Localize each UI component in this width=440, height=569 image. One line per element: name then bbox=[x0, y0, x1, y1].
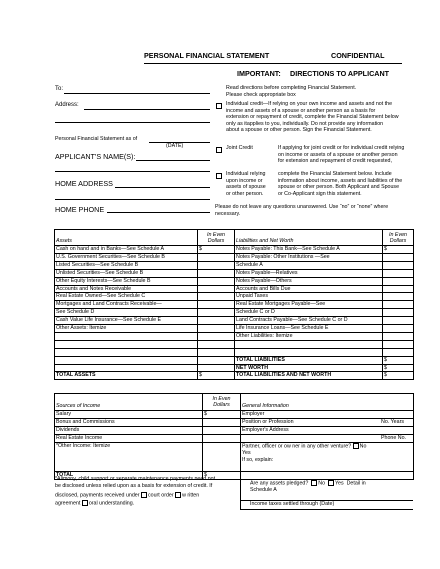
partner-yes-label: Yes bbox=[242, 449, 251, 456]
home-address-field[interactable] bbox=[115, 187, 210, 188]
asset-value[interactable] bbox=[198, 277, 235, 285]
liab-dollars-header bbox=[383, 230, 414, 246]
dividends-label: Dividends bbox=[55, 426, 203, 434]
applicants-label: APPLICANT'S NAME(S): bbox=[55, 152, 136, 161]
oral-label: oral understanding. bbox=[88, 500, 135, 507]
asset-value[interactable] bbox=[198, 269, 235, 277]
table-row bbox=[55, 364, 414, 372]
relying-line: or other person. bbox=[226, 190, 264, 197]
schedule-a-label: Schedule A bbox=[250, 487, 277, 493]
liabilities-header: Liabilities and Net Worth bbox=[235, 230, 383, 246]
liability-value[interactable] bbox=[383, 309, 414, 317]
liability-label: Notes Payable—Others bbox=[235, 277, 383, 285]
relying-line: Individual relying bbox=[226, 171, 266, 177]
dollars: Dollars bbox=[213, 402, 230, 408]
position-label: Position or Profession bbox=[242, 418, 294, 425]
liability-value[interactable] bbox=[383, 340, 414, 348]
written-checkbox[interactable] bbox=[175, 492, 181, 498]
asset-label: Other Assets: Itemize bbox=[55, 325, 198, 333]
liability-label: Accounts and Bills Due bbox=[235, 285, 383, 293]
pledged-label: Are any assets pledged? bbox=[250, 480, 309, 487]
table-row bbox=[55, 426, 414, 434]
to-label: To: bbox=[55, 86, 64, 92]
table-row bbox=[55, 332, 414, 340]
liability-value[interactable] bbox=[383, 285, 414, 293]
other-income-label: *Other Income: Itemize bbox=[55, 442, 203, 471]
address-field-2[interactable] bbox=[55, 122, 210, 123]
table-row bbox=[55, 277, 414, 285]
asset-label: Cash on hand and in Banks—See Schedule A bbox=[55, 246, 198, 254]
relying-text-line: spouse or other person. Both Applicant and Spouse bbox=[278, 184, 400, 191]
liability-label: Schedule C or D bbox=[235, 309, 383, 317]
relying-line: upon income or bbox=[226, 177, 263, 184]
total-liabilities-label: TOTAL LIABILITIES bbox=[235, 356, 383, 364]
table-row bbox=[55, 418, 414, 426]
table-row bbox=[55, 372, 414, 380]
if-so-label: If so, explain: bbox=[242, 456, 274, 463]
liability-value[interactable] bbox=[383, 293, 414, 301]
asset-value[interactable] bbox=[198, 332, 235, 340]
no-years-label: No. Years bbox=[381, 418, 404, 425]
asset-value[interactable] bbox=[198, 325, 235, 333]
individual-credit-text bbox=[226, 101, 426, 134]
asset-label bbox=[55, 340, 198, 348]
asset-value[interactable] bbox=[198, 261, 235, 269]
home-phone-field[interactable] bbox=[107, 212, 210, 213]
liability-value[interactable] bbox=[383, 253, 414, 261]
asset-label: Unlisted Securities—See Schedule B bbox=[55, 269, 198, 277]
salary-value[interactable]: $ bbox=[203, 411, 241, 419]
table-row bbox=[55, 317, 414, 325]
relying-label bbox=[226, 171, 266, 197]
relying-text bbox=[278, 171, 428, 197]
relying-text-line: complete the Financial Statement below. Include bbox=[278, 171, 392, 177]
liability-value[interactable]: $ bbox=[383, 246, 414, 254]
dollars: Dollars bbox=[389, 237, 407, 244]
table-row bbox=[55, 348, 414, 356]
employer-field[interactable]: Employer bbox=[241, 411, 414, 419]
income-taxes-label: Income taxes settled through (Date) bbox=[250, 501, 335, 507]
asset-value[interactable]: $ bbox=[198, 246, 235, 254]
address-field[interactable] bbox=[84, 109, 210, 110]
court-order-checkbox[interactable] bbox=[141, 492, 147, 498]
joint-line: If applying for joint credit or for individual credit relying bbox=[278, 145, 405, 151]
asset-label bbox=[55, 332, 198, 340]
joint-line: for extension and repayment of credit requested, bbox=[278, 158, 392, 165]
sources-header: Sources of Income bbox=[55, 394, 203, 411]
assets-header: Assets bbox=[55, 230, 198, 246]
in-even: In Even bbox=[389, 231, 407, 238]
table-row bbox=[55, 309, 414, 317]
home-phone-label: HOME PHONE bbox=[55, 205, 105, 214]
liability-label: Schedule A bbox=[235, 261, 383, 269]
liability-label: Land Contracts Payable—See Schedule C or D bbox=[235, 317, 383, 325]
date-caption: (DATE) bbox=[166, 143, 184, 149]
income-total-label: TOTAL bbox=[55, 471, 203, 479]
asset-label bbox=[55, 348, 198, 356]
header-rule bbox=[144, 63, 402, 64]
income-dollars-header bbox=[203, 394, 241, 411]
oral-checkbox[interactable] bbox=[82, 500, 88, 506]
liability-label: Notes Payable—Relatives bbox=[235, 269, 383, 277]
table-row bbox=[55, 434, 414, 442]
total-liab-nw-label: TOTAL LIABILITIES AND NET WORTH bbox=[235, 372, 383, 380]
relying-text-line: information about income, assets and liabilities of the bbox=[278, 177, 403, 184]
to-field[interactable] bbox=[64, 93, 210, 94]
liability-value[interactable] bbox=[383, 317, 414, 325]
form-title: PERSONAL FINANCIAL STATEMENT bbox=[144, 51, 270, 60]
phone-field[interactable] bbox=[241, 434, 414, 442]
asset-value[interactable] bbox=[198, 364, 235, 372]
table-row bbox=[55, 340, 414, 348]
alimony-note bbox=[55, 476, 240, 489]
income-table bbox=[54, 393, 414, 480]
assets-dollars-header bbox=[198, 230, 235, 246]
table-row bbox=[55, 411, 414, 419]
assets-liabilities-table bbox=[54, 229, 414, 380]
agreement-label: agreement bbox=[55, 500, 81, 507]
liability-value[interactable] bbox=[383, 348, 414, 356]
table-row bbox=[55, 285, 414, 293]
ind-credit-line: Individual credit—If relying on your own income and assets and not the bbox=[226, 101, 393, 107]
liability-label bbox=[235, 340, 383, 348]
asset-value[interactable] bbox=[198, 340, 235, 348]
joint-credit-label: Joint Credit bbox=[226, 145, 253, 151]
joint-line: on income or assets of a spouse or another person bbox=[278, 151, 398, 158]
asset-label: Listed Securities—See Schedule B bbox=[55, 261, 198, 269]
asset-label: U.S. Government Securities—See Schedule B bbox=[55, 253, 198, 261]
table-row bbox=[55, 356, 414, 364]
pledged-no-checkbox[interactable] bbox=[311, 480, 317, 486]
partner-field bbox=[241, 442, 414, 471]
directions-intro bbox=[226, 85, 426, 98]
note-line: Please do not leave any questions unanswered. Use “no” or “none” where bbox=[215, 204, 389, 210]
bonus-value[interactable] bbox=[203, 418, 241, 426]
intro-line-2: Please check appropriate box bbox=[226, 91, 296, 98]
asset-value[interactable] bbox=[198, 317, 235, 325]
alimony-line: be disclosed unless relied upon as a basis for extension of credit. If bbox=[55, 482, 213, 489]
pledged-yes-label: Yes bbox=[335, 480, 344, 487]
asset-value[interactable] bbox=[198, 356, 235, 364]
liability-value[interactable] bbox=[383, 269, 414, 277]
note-line: necessary. bbox=[215, 210, 241, 217]
real-estate-income-label: Real Estate Income bbox=[55, 434, 203, 442]
individual-relying-checkbox[interactable] bbox=[216, 173, 222, 179]
employer-address-field[interactable]: Employer's Address bbox=[241, 426, 414, 434]
applicants-field-2[interactable] bbox=[55, 171, 210, 172]
applicants-field[interactable] bbox=[136, 160, 210, 161]
detail-label: Detail in bbox=[346, 480, 366, 487]
liability-label: Real Estate Mortgages Payable—See bbox=[235, 301, 383, 309]
joint-credit-checkbox[interactable] bbox=[216, 147, 222, 153]
alimony-line: disclosed, payments received under bbox=[55, 492, 140, 499]
partner-no-checkbox[interactable] bbox=[353, 443, 359, 449]
income-total-value[interactable]: $ bbox=[203, 471, 241, 479]
asset-label bbox=[55, 364, 198, 372]
joint-credit-text bbox=[278, 145, 428, 165]
in-even: In Even bbox=[212, 396, 231, 402]
asset-value[interactable] bbox=[198, 348, 235, 356]
table-row bbox=[55, 253, 414, 261]
dollars: Dollars bbox=[207, 237, 225, 244]
bonus-label: Bonus and Commissions bbox=[55, 418, 203, 426]
asset-label: Mortgages and Land Contracts Receivable— bbox=[55, 301, 198, 309]
table-row bbox=[55, 325, 414, 333]
partner-question: Partner, officer or ow ner in any other venture? bbox=[242, 443, 352, 450]
relying-line: assets of spouse bbox=[226, 184, 266, 191]
asset-label: Real Estate Owned—See Schedule C bbox=[55, 293, 198, 301]
home-address-label: HOME ADDRESS bbox=[55, 179, 113, 188]
home-address-field-2[interactable] bbox=[55, 199, 210, 200]
asset-label: Cash Value Life Insurance—See Schedule E bbox=[55, 317, 198, 325]
in-even: In Even bbox=[207, 231, 225, 238]
table-row bbox=[55, 269, 414, 277]
important-label: IMPORTANT: bbox=[237, 69, 281, 78]
asset-value[interactable] bbox=[198, 285, 235, 293]
ind-credit-line: only as itapplies to you, individually. Do not provide any information bbox=[226, 120, 384, 127]
total-assets-value[interactable]: $ bbox=[198, 372, 235, 380]
liability-value[interactable] bbox=[383, 301, 414, 309]
blank-cell bbox=[241, 471, 414, 479]
general-header: General Information bbox=[241, 394, 414, 411]
asset-value[interactable] bbox=[198, 293, 235, 301]
ind-credit-line: income and assets of a spouse or another person as a basis for bbox=[226, 107, 376, 114]
pledged-yes-checkbox[interactable] bbox=[328, 480, 334, 486]
asset-label: Accounts and Notes Receivable bbox=[55, 285, 198, 293]
address-label: Address: bbox=[55, 102, 79, 108]
phone-no-label: Phone No. bbox=[380, 434, 406, 441]
asset-value[interactable] bbox=[198, 301, 235, 309]
liability-value[interactable] bbox=[383, 332, 414, 340]
net-worth-value[interactable]: $ bbox=[383, 364, 414, 372]
ind-credit-line: about a spouse or other person. Sign the Financial Statement. bbox=[226, 127, 372, 134]
alimony-options bbox=[55, 492, 240, 499]
liability-value[interactable] bbox=[383, 277, 414, 285]
court-order-label: court order bbox=[148, 492, 174, 499]
pledged-no-label: No bbox=[318, 480, 326, 487]
alimony-line: *Alimony, child support or separate maintenance payments need not bbox=[55, 476, 216, 482]
total-assets-label: TOTAL ASSETS bbox=[55, 372, 198, 380]
liability-label: Notes Payable: This Bank—See Schedule A bbox=[235, 246, 383, 254]
net-worth-label: NET WORTH bbox=[235, 364, 383, 372]
alimony-options-2 bbox=[55, 500, 134, 507]
liability-label: Unpaid Taxes bbox=[235, 293, 383, 301]
asset-value[interactable] bbox=[198, 309, 235, 317]
written-label: w ritten bbox=[182, 492, 200, 499]
total-liab-nw-value[interactable]: $ bbox=[383, 372, 414, 380]
asset-label: See Schedule D bbox=[55, 309, 198, 317]
position-field[interactable] bbox=[241, 418, 414, 426]
divider bbox=[240, 472, 241, 509]
total-liabilities-value[interactable]: $ bbox=[383, 356, 414, 364]
liability-label: Notes Payable: Other Institutions —See bbox=[235, 253, 383, 261]
directions-note bbox=[215, 204, 430, 217]
partner-no-label: No bbox=[359, 443, 367, 450]
intro-line-1: Read directions before completing Financial Statement. bbox=[226, 85, 357, 91]
asset-label bbox=[55, 356, 198, 364]
directions-heading: DIRECTIONS TO APPLICANT bbox=[290, 69, 390, 78]
confidential-label: CONFIDENTIAL bbox=[331, 51, 385, 60]
row-rule bbox=[240, 509, 413, 510]
asset-label: Other Equity Interests—See Schedule B bbox=[55, 277, 198, 285]
salary-label: Salary bbox=[55, 411, 203, 419]
liability-label: Life Insurance Loans—See Schedule E bbox=[235, 325, 383, 333]
dividends-value[interactable] bbox=[203, 426, 241, 434]
table-row bbox=[55, 261, 414, 269]
table-row bbox=[55, 301, 414, 309]
liability-label: Other Liabilities: Itemize bbox=[235, 332, 383, 340]
other-income-value[interactable] bbox=[203, 442, 241, 471]
table-row bbox=[55, 293, 414, 301]
table-row bbox=[55, 246, 414, 254]
liability-value[interactable] bbox=[383, 261, 414, 269]
relying-text-line: or Co-Applicant sign this statement. bbox=[278, 190, 362, 197]
table-row bbox=[55, 442, 414, 471]
liability-label bbox=[235, 348, 383, 356]
as-of-label: Personal Financial Statement as of bbox=[55, 136, 138, 142]
individual-credit-checkbox[interactable] bbox=[216, 103, 222, 109]
liability-value[interactable] bbox=[383, 325, 414, 333]
ind-credit-line: extension or repayment of credit, complete the Financial Statement below bbox=[226, 114, 399, 121]
real-estate-income-value[interactable] bbox=[203, 434, 241, 442]
asset-value[interactable] bbox=[198, 253, 235, 261]
pledged-row bbox=[250, 480, 415, 487]
